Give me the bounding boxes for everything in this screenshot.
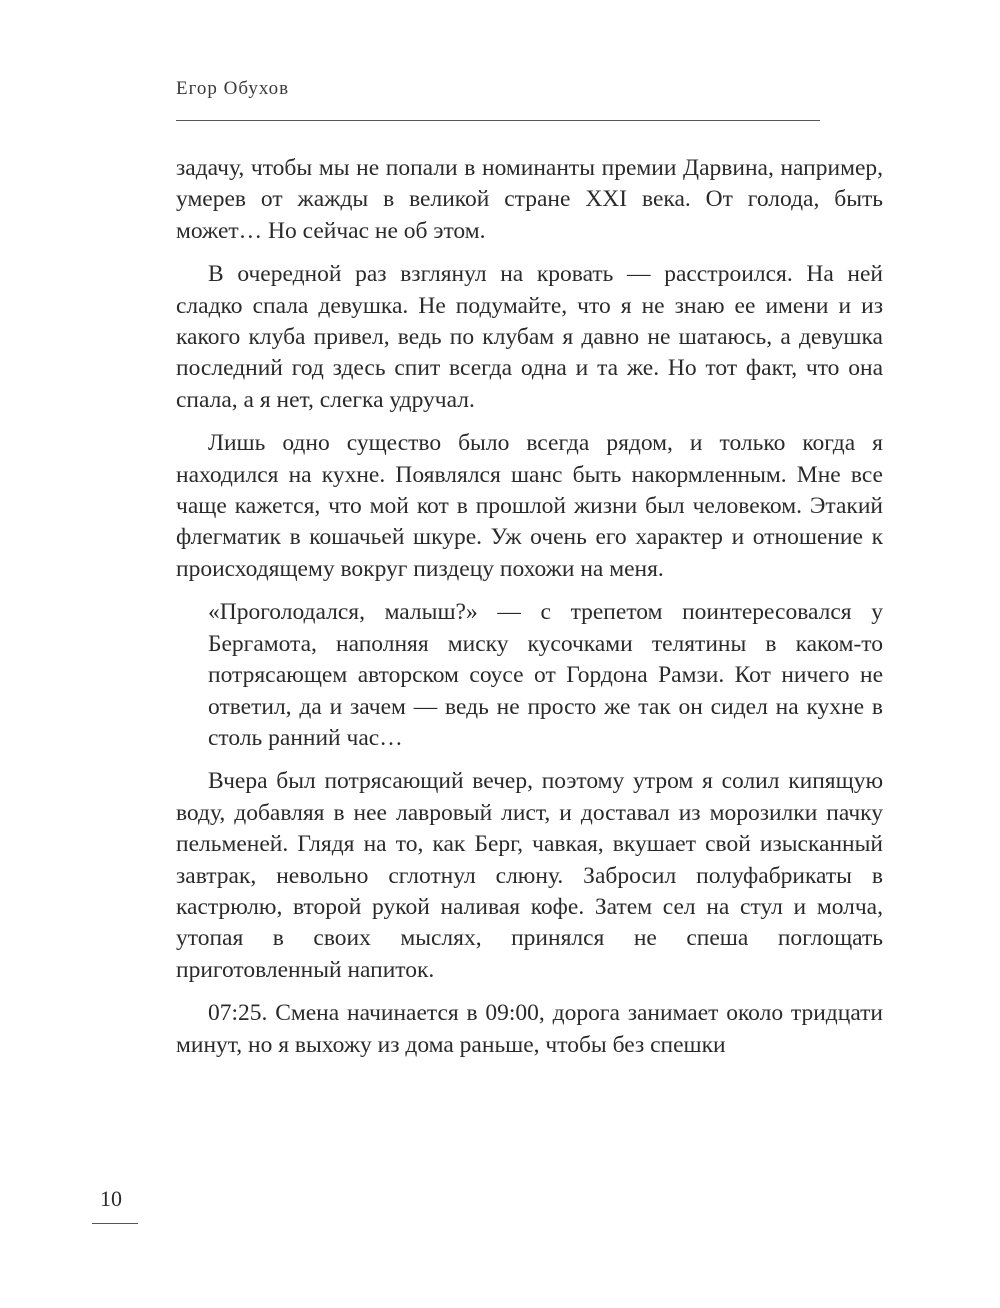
- paragraph-4-quote: «Проголодался, малыш?» — с трепетом поинтересовался у Бергамота, наполняя миску кусочками телятины в каком-то потрясающем авторском соусе от Гордона Рамзи. Кот ничего не ответил, да и зачем — ведь не просто же так он сидел на кухне в столь ранний час…: [208, 599, 883, 751]
- running-head-author: Егор Обухов: [176, 78, 290, 99]
- paragraph-3: Лишь одно существо было всегда рядом, и только когда я находился на кухне. Появлялся шанс быть накормленным. Мне все чаще кажется, что мой кот в прошлой жизни был человеком. Этакий флегматик в кошачьей шкуре. Уж очень его характер и отношение к происходящему вокруг пиздецу похожи на меня.: [176, 430, 883, 582]
- page-number: 10: [100, 1186, 122, 1211]
- paragraph-5: Вчера был потрясающий вечер, поэтому утром я солил кипящую воду, добавляя в нее лавровый лист, и доставал из морозилки пачку пельменей. Глядя на то, как Берг, чавкая, вкушает свой изысканный завтрак, невольно сглотнул слюну. Забросил полуфабрикаты в кастрюлю, второй рукой наливая кофе. Затем сел на стул и молча, утопая в своих мыслях, принялся не спеша поглощать приготовленный напиток.: [176, 768, 883, 983]
- paragraph-6: 07:25. Смена начинается в 09:00, дорога занимает около тридцати минут, но я выхожу из дома раньше, чтобы без спешки: [176, 1000, 883, 1058]
- paragraph-2: В очередной раз взглянул на кровать — расстроился. На ней сладко спала девушка. Не подумайте, что я не знаю ее имени и из какого клуба привел, ведь по клубам я давно не шатаюсь, а девушка последний год здесь спит всегда одна и та же. Но тот факт, что она спала, а я нет, слегка удручал.: [176, 261, 883, 413]
- page-number-rule: [92, 1223, 138, 1224]
- header-divider: [176, 120, 820, 121]
- body-text: [176, 153, 883, 1061]
- paragraph-1: задачу, чтобы мы не попали в номинанты премии Дарвина, например, умерев от жажды в великой стране XXI века. От голода, быть может… Но сейчас не об этом.: [176, 155, 883, 244]
